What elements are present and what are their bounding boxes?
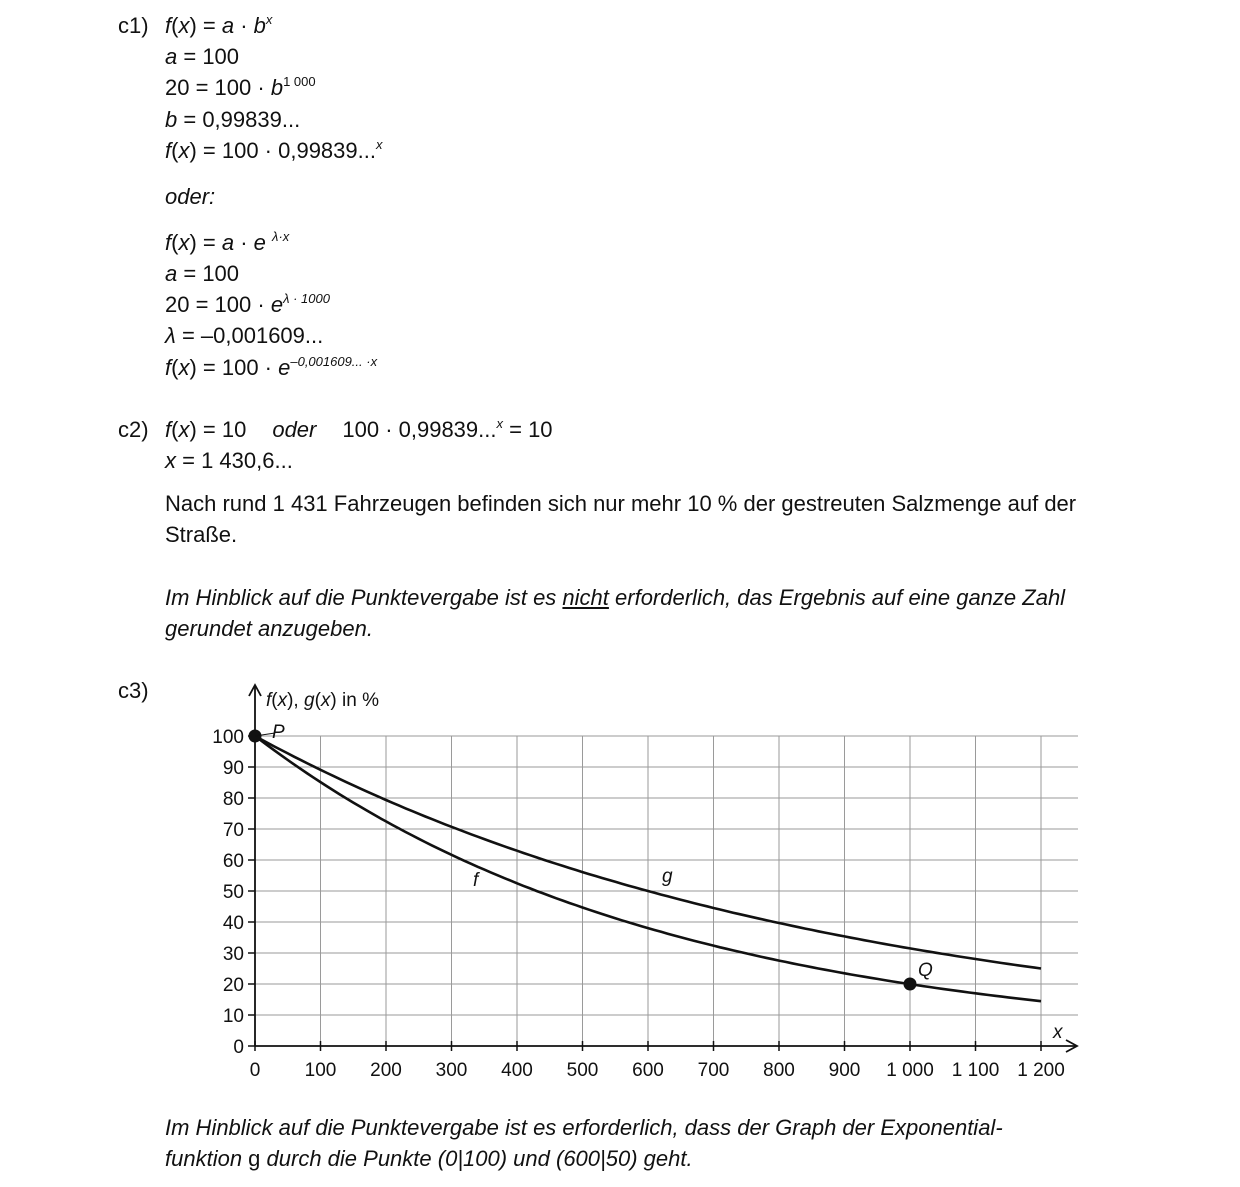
y-tick-label: 70 [222, 820, 244, 841]
y-tick-label: 100 [212, 727, 244, 748]
c1-label: c1) [118, 13, 149, 38]
c1-line-1: $f(x) = a \cdot b^x$ [165, 12, 273, 38]
point-label-P: P [272, 722, 285, 743]
c3-note-line-2: funktion g durch die Punkte (0|100) und (600|50) geht. [165, 1146, 693, 1171]
c2-note: Im Hinblick auf die Punktevergabe ist es nicht erforderlich, das Ergebnis auf eine ganze Zahl gerundet anzugeben. [165, 585, 1066, 641]
c2-line-2: x = 1 430,6... [165, 448, 293, 473]
x-tick-label: 300 [435, 1060, 468, 1081]
y-axis-label: f(x), g(x) in % [266, 690, 379, 711]
c3-note-line-1: Im Hinblick auf die Punktevergabe ist es erforderlich, dass der Graph der Exponential- [165, 1115, 1003, 1140]
c1-or: oder: [165, 184, 216, 209]
x-tick-label: 400 [501, 1060, 533, 1081]
c1-line-10: $f(x) = 100 \cdot e^{-0,001609... \cdot x}$ [165, 354, 378, 380]
series-label-f: f [473, 870, 479, 891]
c1-line-3: $20 = 100 \cdot b^{1 000}$ [165, 74, 316, 100]
c2-label: c2) [118, 417, 149, 442]
x-tick-label: 800 [763, 1060, 795, 1081]
y-tick-label: 10 [222, 1006, 244, 1027]
x-tick-label: 500 [566, 1060, 599, 1081]
y-tick-label: 30 [222, 944, 244, 965]
c1-line-7: a = 100 [165, 261, 240, 286]
c2-answer: Nach rund 1 431 Fahrzeugen befinden sich nur mehr 10 % der gestreuten Salzmenge auf der Straße. [165, 491, 1077, 547]
y-tick-label: 60 [222, 851, 244, 872]
point-label-Q: Q [918, 960, 933, 981]
c1-line-2: a = 100 [165, 44, 240, 69]
y-tick-label: 50 [222, 882, 244, 903]
c1-line-4: b = 0,99839... [165, 107, 301, 132]
x-tick-label: 100 [304, 1060, 337, 1081]
x-tick-label: 200 [370, 1060, 402, 1081]
c1-line-9: λ = –0,001609... [165, 323, 324, 348]
x-tick-label: 0 [249, 1060, 261, 1081]
y-tick-label: 90 [222, 758, 244, 779]
c1-line-8: $20 = 100 \cdot e^{\lambda \cdot 1000}$ [165, 291, 330, 317]
c1-line-6: f(x) = a · e $^{\lambda\cdot x}$ [165, 229, 290, 255]
y-tick-label: 40 [222, 913, 244, 934]
y-tick-label: 20 [222, 975, 244, 996]
x-tick-label: 1 000 [886, 1060, 934, 1081]
y-tick-label: 80 [222, 789, 244, 810]
point-Q [904, 978, 917, 991]
y-tick-label: 0 [233, 1037, 244, 1058]
x-axis-label: x [1053, 1022, 1063, 1043]
x-tick-label: 1 200 [1017, 1060, 1065, 1081]
x-tick-label: 1 100 [951, 1060, 1000, 1081]
c1-line-5: f(x) = 100 · 0,99839...$^x$ [165, 137, 383, 163]
x-tick-label: 900 [828, 1060, 861, 1081]
x-tick-label: 600 [632, 1060, 664, 1081]
c2-line-1: f(x) = 10 oder 100 · 0,99839...$^x$ = 10 [165, 416, 553, 442]
x-tick-label: 700 [697, 1060, 730, 1081]
c3-label: c3) [118, 678, 149, 703]
series-label-g: g [662, 866, 673, 887]
